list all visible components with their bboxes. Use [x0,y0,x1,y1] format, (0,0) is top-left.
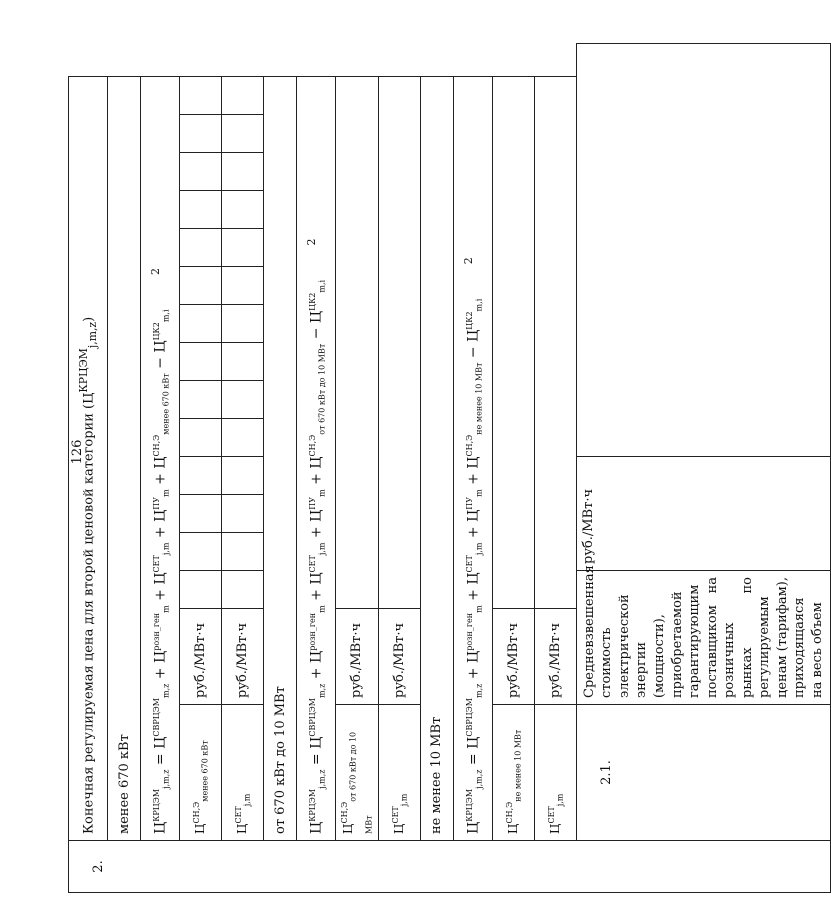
band-1-label-row [108,44,141,893]
band-1-formula-row [141,44,180,893]
title-tail: ) [81,316,97,322]
band-1-component-row [222,44,264,893]
title-sup: КРЦЭМ [77,348,91,393]
band-2-formula-row [297,44,336,893]
component-label: $Ц^{СЕТ}_{j,m}$ [534,705,576,841]
unit: руб./МВт·ч [534,609,576,705]
band-1-component-row [180,44,222,893]
band-2-component-row [336,44,379,893]
square-exponent: 2 [462,257,476,265]
page-number: 126 [70,439,85,465]
band-formula: $Ц^{КРЦЭМ}_{j,m,z} = Ц^{СВРЦЭМ}_{m,z} + Ц^{розн\_ген}_m + Ц^{СЕТ}_{j,m} + Ц^{ПУ}_m + Ц^{СН,Э}_{не менее 10 МВт} - Ц^{ЦК2}_{m,i}$ 2 [453,76,492,840]
section-header-row [69,44,108,893]
square-exponent: 2 [305,238,319,246]
component-label: $Ц^{СЕТ}_{j,m}$ [378,705,420,841]
band-label: от 670 кВт до 10 МВт [264,76,297,840]
band-2-component-row [378,44,420,893]
square-exponent: 2 [149,268,163,276]
section-title-text: Конечная регулируемая цена для второй ценовой категории (Ц [81,392,97,834]
band-label: не менее 10 МВт [420,76,453,840]
unit: руб./МВт·ч [336,609,379,705]
item-description: Средневзвешенная стоимость электрической энергии (мощности), приобретаемой гарантирующим поставщиком на розничных рынках по регулируемым ценам (тарифам), приходящаяся на весь объем [576,571,831,705]
unit: руб./МВт·ч [378,609,420,705]
tariff-table [68,43,831,893]
item-number: 2.1. [576,705,831,841]
band-3-component-row [492,44,534,893]
component-label: $Ц^{СЕТ}_{j,m}$ [222,705,264,841]
section-number: 2. [69,841,831,893]
band-formula: $Ц^{КРЦЭМ}_{j,m,z} = Ц^{СВРЦЭМ}_{m,z} + Ц^{розн\_ген}_m + Ц^{СЕТ}_{j,m} + Ц^{ПУ}_m + Ц^{СН,Э}_{менее 670 кВт} - Ц^{ЦК2}_{m,i}$ 2 [141,76,180,840]
band-3-formula-row [453,44,492,893]
band-formula: $Ц^{КРЦЭМ}_{j,m,z} = Ц^{СВРЦЭМ}_{m,z} + Ц^{розн\_ген}_m + Ц^{СЕТ}_{j,m} + Ц^{ПУ}_m + Ц^{СН,Э}_{от 670 кВт до 10 МВт} - Ц^{ЦК2}_{m,i}$ 2 [297,76,336,840]
band-3-component-row [534,44,576,893]
band-2-label-row [264,44,297,893]
unit: руб./МВт·ч [492,609,534,705]
component-label: $Ц^{СН,Э}_{от 670 кВт до 10 МВт}$ [336,705,379,841]
band-3-label-row [420,44,453,893]
section-title [69,76,108,840]
unit: руб./МВт·ч [576,457,831,571]
component-label: $Ц^{СН,Э}_{менее 670 кВт}$ [180,705,222,841]
unit: руб./МВт·ч [180,609,222,705]
title-sub: j,m,z [85,321,99,349]
component-label: $Ц^{СН,Э}_{не менее 10 МВт}$ [492,705,534,841]
unit: руб./МВт·ч [222,609,264,705]
band-label: менее 670 кВт [108,76,141,840]
item-2-1-row [576,44,831,893]
